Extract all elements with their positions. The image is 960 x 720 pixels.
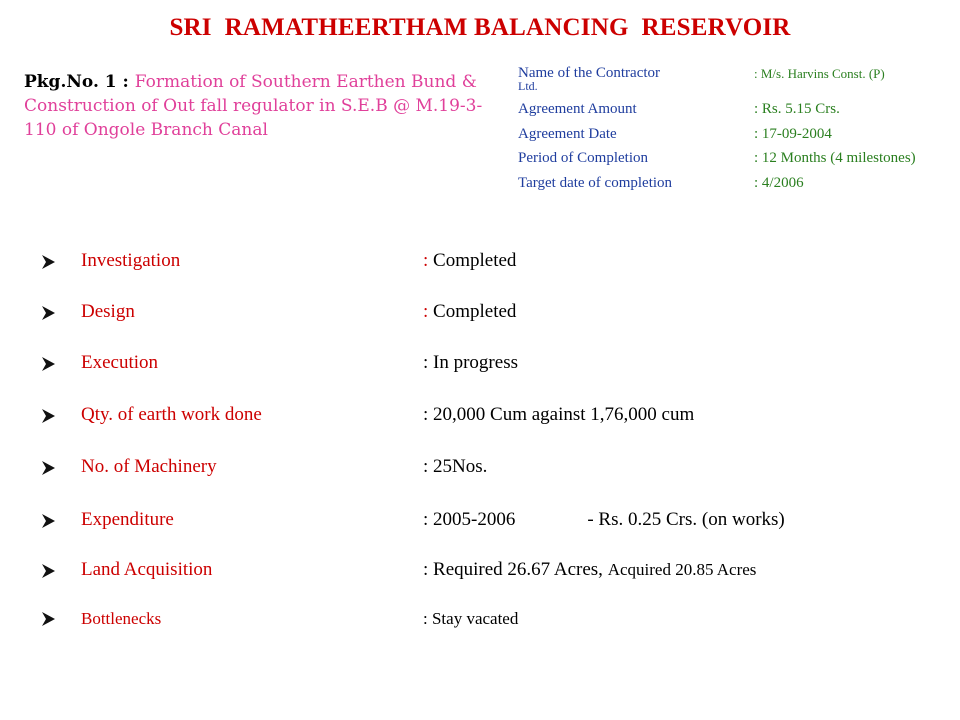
item-value — [423, 509, 785, 531]
list-item — [40, 509, 940, 535]
item-label: Investigation — [81, 250, 181, 271]
item-value: : 25Nos. — [423, 456, 488, 477]
arrow-bullet-icon — [40, 611, 56, 627]
arrow-bullet-icon — [40, 254, 56, 270]
list-item — [40, 301, 940, 327]
list-item — [40, 559, 940, 585]
period-label: Period of Completion — [518, 150, 648, 166]
land-acquired: Acquired 20.85 Acres — [607, 560, 757, 579]
item-label: Expenditure — [81, 509, 174, 530]
item-label: Execution — [81, 352, 159, 373]
period-value: : 12 Months (4 milestones) — [754, 150, 916, 166]
item-value — [423, 301, 516, 323]
arrow-bullet-icon — [40, 408, 56, 424]
list-item — [40, 404, 940, 430]
package-text: Formation of Southern Earthen Bund & Construction of Out fall regulator in S.E.B @ M.19-3-110 of Ongole Branch Canal — [24, 72, 483, 140]
target-label: Target date of completion — [518, 175, 673, 191]
item-colon: : — [423, 250, 434, 271]
date-value: : 17-09-2004 — [754, 126, 832, 142]
list-item — [40, 607, 940, 633]
item-colon: : — [423, 301, 434, 322]
item-value — [423, 250, 516, 272]
expenditure-amount: - Rs. 0.25 Crs. (on works) — [587, 509, 785, 530]
item-label: Bottlenecks — [81, 609, 162, 628]
item-value: : In progress — [423, 352, 518, 373]
item-value: : Stay vacated — [423, 609, 519, 628]
arrow-bullet-icon — [40, 305, 56, 321]
date-label: Agreement Date — [518, 126, 617, 142]
contractor-label: Name of the Contractor — [518, 65, 661, 81]
land-required: : Required 26.67 Acres, — [423, 559, 608, 580]
page-title: SRI RAMATHEERTHAM BALANCING RESERVOIR — [169, 14, 791, 41]
amount-label: Agreement Amount — [518, 101, 637, 117]
item-value-text: Completed — [433, 250, 517, 271]
arrow-bullet-icon — [40, 513, 56, 529]
contractor-value: : M/s. Harvins Const. (P) — [754, 66, 885, 81]
amount-value: : Rs. 5.15 Crs. — [754, 101, 840, 117]
arrow-bullet-icon — [40, 356, 56, 372]
package-number: Pkg.No. 1 : — [24, 72, 135, 92]
item-value: : 20,000 Cum against 1,76,000 cum — [423, 404, 695, 425]
item-label: No. of Machinery — [81, 456, 217, 477]
list-item — [40, 352, 940, 378]
item-value — [423, 559, 756, 581]
arrow-bullet-icon — [40, 460, 56, 476]
item-label: Design — [81, 301, 135, 322]
item-label: Land Acquisition — [81, 559, 213, 580]
item-value-text: Completed — [433, 301, 517, 322]
target-value: : 4/2006 — [754, 175, 804, 191]
contractor-value-cont: Ltd. — [518, 79, 538, 93]
item-label: Qty. of earth work done — [81, 404, 262, 425]
list-item — [40, 250, 940, 276]
package-description — [24, 70, 504, 142]
expenditure-year: : 2005-2006 — [423, 509, 516, 530]
list-item — [40, 456, 940, 482]
arrow-bullet-icon — [40, 563, 56, 579]
